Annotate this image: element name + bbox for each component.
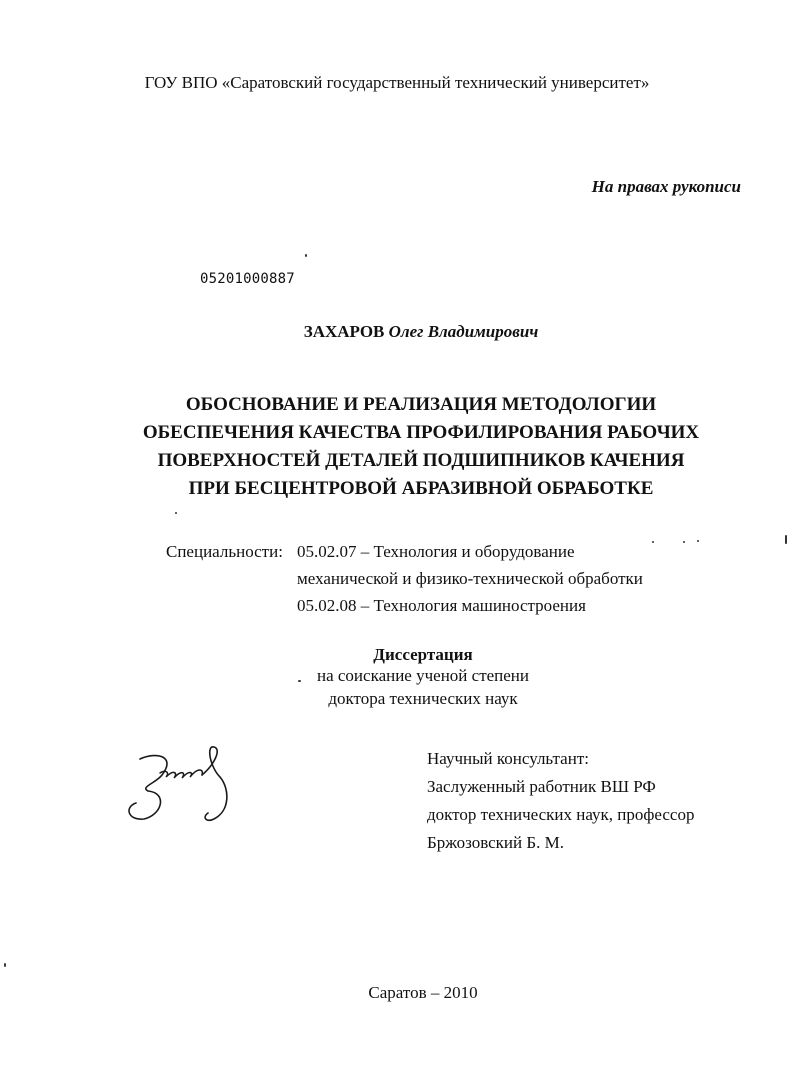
- degree-line: на соискание ученой степени: [316, 666, 530, 685]
- scan-speck: [683, 541, 685, 543]
- scan-speck: [697, 540, 699, 542]
- title-line: ПОВЕРХНОСТЕЙ ДЕТАЛЕЙ ПОДШИПНИКОВ КАЧЕНИЯ: [157, 450, 685, 471]
- author-given-names: Олег Владимирович: [388, 322, 539, 341]
- dissertation-title: [0, 391, 794, 503]
- scan-speck: [4, 963, 6, 967]
- scan-speck: [175, 512, 177, 514]
- title-line: ОБЕСПЕЧЕНИЯ КАЧЕСТВА ПРОФИЛИРОВАНИЯ РАБОЧИХ: [142, 422, 700, 443]
- dissertation-heading: Диссертация: [373, 645, 473, 664]
- title-line: ОБОСНОВАНИЕ И РЕАЛИЗАЦИЯ МЕТОДОЛОГИИ: [185, 394, 657, 415]
- scan-speck: [785, 535, 787, 544]
- consultant-line: Заслуженный работник ВШ РФ: [427, 777, 656, 796]
- title-line: ПРИ БЕСЦЕНТРОВОЙ АБРАЗИВНОЙ ОБРАБОТКЕ: [188, 478, 654, 499]
- catalog-number: 05201000887: [200, 271, 295, 287]
- specialty-line: 05.02.07 – Технология и оборудование: [297, 542, 575, 561]
- city-year: Саратов – 2010: [368, 983, 478, 1002]
- institution-name: ГОУ ВПО «Саратовский государственный технический университет»: [144, 73, 650, 92]
- consultant-line: Научный консультант:: [427, 749, 589, 768]
- signature: [118, 741, 258, 841]
- scan-speck: [305, 254, 307, 257]
- scan-speck: [652, 541, 654, 543]
- scan-speck: [298, 680, 301, 682]
- consultant-line: доктор технических наук, профессор: [427, 805, 695, 824]
- specialty-line: 05.02.08 – Технология машиностроения: [297, 596, 586, 615]
- specialties-label: Специальности:: [166, 542, 283, 561]
- degree-line: доктора технических наук: [328, 689, 518, 708]
- author-name: [0, 322, 794, 342]
- consultant-line: Бржозовский Б. М.: [427, 833, 565, 852]
- author-surname: ЗАХАРОВ: [303, 322, 385, 341]
- specialty-line: механической и физико-технической обработки: [297, 569, 643, 588]
- manuscript-note: На правах рукописи: [591, 177, 741, 196]
